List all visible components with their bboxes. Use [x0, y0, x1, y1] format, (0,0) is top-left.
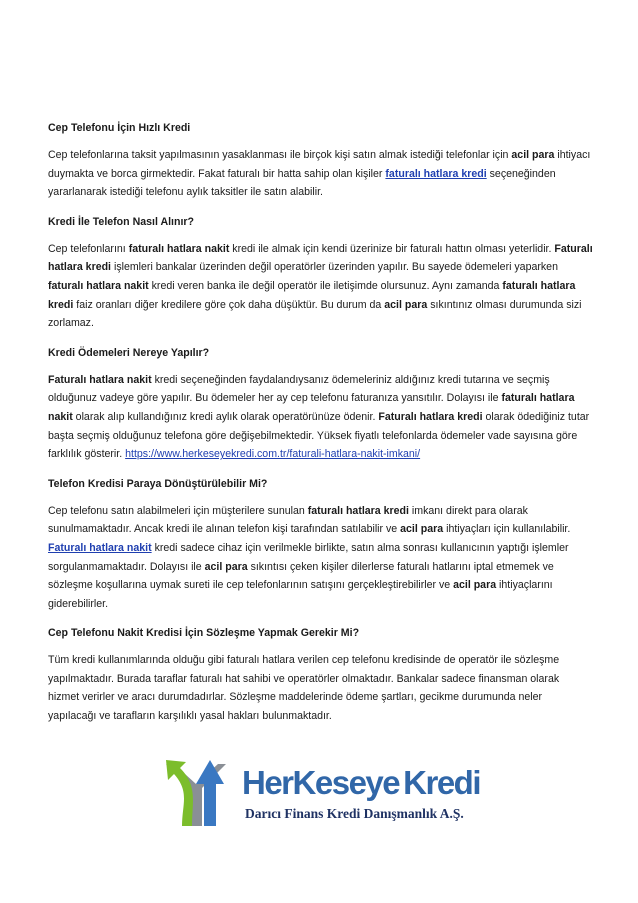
text-run: Cep telefonlarını — [48, 242, 129, 255]
text-run: olarak ödediğiniz tutar başta seçmiş olduğunuz telefona göre değişebilmektedir. Yüksek fiyatlı telefonlarda ödemeler vade sayısına göre farklılık gösterir. — [48, 410, 590, 461]
section-paragraph — [48, 146, 593, 202]
inline-link[interactable]: Faturalı hatlara nakit — [48, 541, 152, 554]
bold-keyword: faturalı hatlara nakit — [48, 279, 149, 292]
bold-keyword: acil para — [204, 560, 248, 573]
text-run: sıkıntınız olması durumunda sizi zorlamaz. — [48, 298, 582, 330]
url-link[interactable]: https://www.herkeseyekredi.com.tr/faturali-hatlara-nakit-imkani/ — [125, 448, 421, 461]
section-paragraph — [48, 240, 593, 333]
text-run: Tüm kredi kullanımlarında olduğu gibi faturalı hatlara verilen cep telefonu kredisinde de operatör ile sözleşme yapılmaktadır. Burada taraflar faturalı hat sahibi ve operatörler olmaktadır. Bankalar sadece finansman olarak hizmet verirler ve aracı durumdadırlar. Sözleşme maddelerinde ödeme şartları, gecikme durumunda neler yapılacağı ve tarafların karşılıklı yasal hakları bulunmaktadır. — [48, 654, 560, 723]
text-run: seçeneğinden yararlanarak istediği telefonu aylık taksitler ile satın alabilir. — [48, 167, 556, 199]
bold-keyword: Faturalı hatlara kredi — [378, 410, 483, 423]
logo-subtitle: Darıcı Finans Kredi Danışmanlık A.Ş. — [245, 806, 464, 821]
text-run: ihtiyacı duymakta ve borca girmektedir. Fakat faturalı bir hatta sahip olan kişiler — [48, 149, 591, 180]
text-run: kredi seçeneğinden faydalandıysanız ödemeleriniz aldığınız kredi tutarına ve seçmiş olduğunuz vadeye göre yapılır. Bu ödemeler her ay cep telefonu faturanıza yansıtılır. Dolayısı ile — [48, 373, 550, 405]
bold-keyword: acil para — [400, 523, 444, 536]
text-run: kredi sadece cihaz için verilmekle birlikte, satın alma sonrası kullanıcının yaptığı işlemler sorgulanmamaktadır. Dolayısı ile — [48, 541, 569, 573]
bold-keyword: faturalı hatlara nakit — [48, 392, 575, 423]
text-run: kredi veren banka ile değil operatör ile iletişimde olursunuz. Aynı zamanda — [148, 279, 503, 292]
text-run: Cep telefonlarına taksit yapılmasının yasaklanması ile birçok kişi satın almak istediği telefonlar için — [48, 149, 512, 161]
section-heading: Telefon Kredisi Paraya Dönüştürülebilir Mi? — [48, 477, 268, 490]
section-heading: Cep Telefonu İçin Hızlı Kredi — [48, 122, 191, 134]
text-run: faiz oranları diğer kredilere göre çok daha düşüktür. Bu durum da — [73, 298, 385, 311]
bold-keyword: faturalı hatlara nakit — [128, 242, 230, 255]
section-paragraph — [48, 371, 593, 464]
text-run: imkanı direkt para olarak sunulmamaktadır. Ancak kredi ile alınan telefon kişi tarafından satılabilir ve — [48, 504, 528, 536]
section-heading: Cep Telefonu Nakit Kredisi İçin Sözleşme Yapmak Gerekir Mi? — [48, 627, 360, 640]
text-run: ihtiyaçlarını giderebilirler. — [48, 579, 553, 610]
section-heading: Kredi Ödemeleri Nereye Yapılır? — [48, 346, 210, 359]
bold-keyword: acil para — [511, 149, 555, 161]
bold-keyword: acil para — [453, 579, 497, 592]
bold-keyword: faturalı hatlara kredi — [48, 279, 576, 311]
text-run: sıkıntısı çeken kişiler dilerlerse faturalı hatlarını iptal etmemek ve sözleşme koşullarına uymak sureti ile cep telefonlarının satışını gerçekleştirebilirler ve — [48, 560, 554, 592]
bold-keyword: acil para — [384, 298, 428, 311]
logo-wordmark: HerKeseye Kredi — [242, 764, 480, 801]
bold-keyword: Faturalı hatlara nakit — [48, 373, 152, 386]
document-body — [48, 120, 593, 738]
bold-keyword: faturalı hatlara kredi — [307, 504, 409, 517]
section-paragraph — [48, 502, 593, 614]
section-paragraph — [48, 651, 593, 725]
bold-keyword: Faturalı hatlara kredi — [48, 242, 593, 274]
text-run: ihtiyaçları için kullanılabilir. — [443, 523, 571, 536]
text-run: işlemleri bankalar üzerinden değil operatörler üzerinden yapılır. Bu sayede ödemeleri yaparken — [111, 261, 558, 274]
text-run: olarak alıp kullandığınız kredi aylık olarak operatörünüze ödenir. — [72, 410, 379, 423]
text-run: kredi ile almak için kendi üzerinize bir faturalı hattın olması yeterlidir. — [229, 242, 555, 255]
logo-arrows-icon — [160, 754, 240, 834]
inline-link[interactable]: faturalı hatlara kredi — [385, 167, 487, 180]
company-logo — [160, 754, 480, 834]
section-heading: Kredi İle Telefon Nasıl Alınır? — [48, 215, 194, 228]
text-run: Cep telefonu satın alabilmeleri için müşterilere sunulan — [48, 504, 308, 517]
